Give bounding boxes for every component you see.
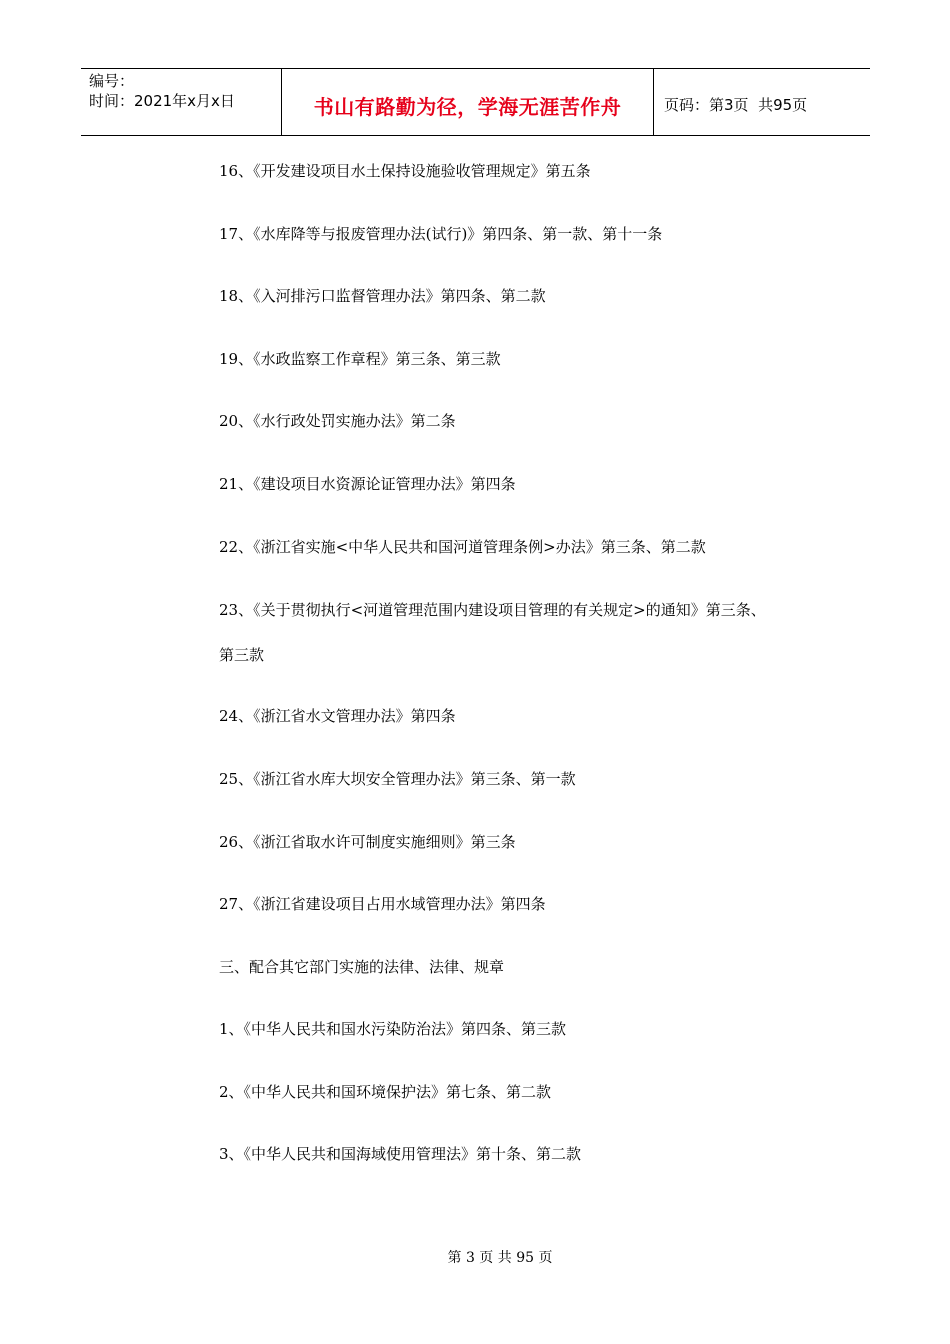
body-line-16: 16、《开发建设项目水土保持设施验收管理规定》第五条 xyxy=(219,162,591,180)
body-line-s3-1: 1、《中华人民共和国水污染防治法》第四条、第三款 xyxy=(219,1020,567,1038)
page-footer: 第 3 页 共 95 页 xyxy=(447,1250,553,1266)
document-time-label: 时间：2021年x月x日 xyxy=(89,92,235,110)
section-heading-3: 三、配合其它部门实施的法律、法律、规章 xyxy=(219,958,505,976)
body-line-s3-2: 2、《中华人民共和国环境保护法》第七条、第二款 xyxy=(219,1083,552,1101)
document-number-label: 编号： xyxy=(89,72,135,90)
body-line-18: 18、《入河排污口监督管理办法》第四条、第二款 xyxy=(219,287,546,305)
body-line-23: 23、《关于贯彻执行<河道管理范围内建设项目管理的有关规定>的通知》第三条、 xyxy=(219,601,766,619)
body-line-22: 22、《浙江省实施<中华人民共和国河道管理条例>办法》第三条、第二款 xyxy=(219,538,706,556)
header-page-info: 页码：第3页 共95页 xyxy=(664,95,808,114)
page-header xyxy=(81,68,870,136)
body-line-s3-3: 3、《中华人民共和国海域使用管理法》第十条、第二款 xyxy=(219,1145,582,1163)
body-line-25: 25、《浙江省水库大坝安全管理办法》第三条、第一款 xyxy=(219,770,576,788)
header-meta xyxy=(81,69,282,135)
body-line-24: 24、《浙江省水文管理办法》第四条 xyxy=(219,707,456,725)
body-line-27: 27、《浙江省建设项目占用水域管理办法》第四条 xyxy=(219,895,546,913)
body-line-21: 21、《建设项目水资源论证管理办法》第四条 xyxy=(219,475,516,493)
body-line-26: 26、《浙江省取水许可制度实施细则》第三条 xyxy=(219,833,516,851)
header-motto: 书山有路勤为径，学海无涯苦作舟 xyxy=(282,69,654,135)
body-line-19: 19、《水政监察工作章程》第三条、第三款 xyxy=(219,350,501,368)
body-line-17: 17、《水库降等与报废管理办法(试行)》第四条、第一款、第十一条 xyxy=(219,225,663,243)
body-line-23-cont: 第三款 xyxy=(219,646,265,664)
body-line-20: 20、《水行政处罚实施办法》第二条 xyxy=(219,412,456,430)
